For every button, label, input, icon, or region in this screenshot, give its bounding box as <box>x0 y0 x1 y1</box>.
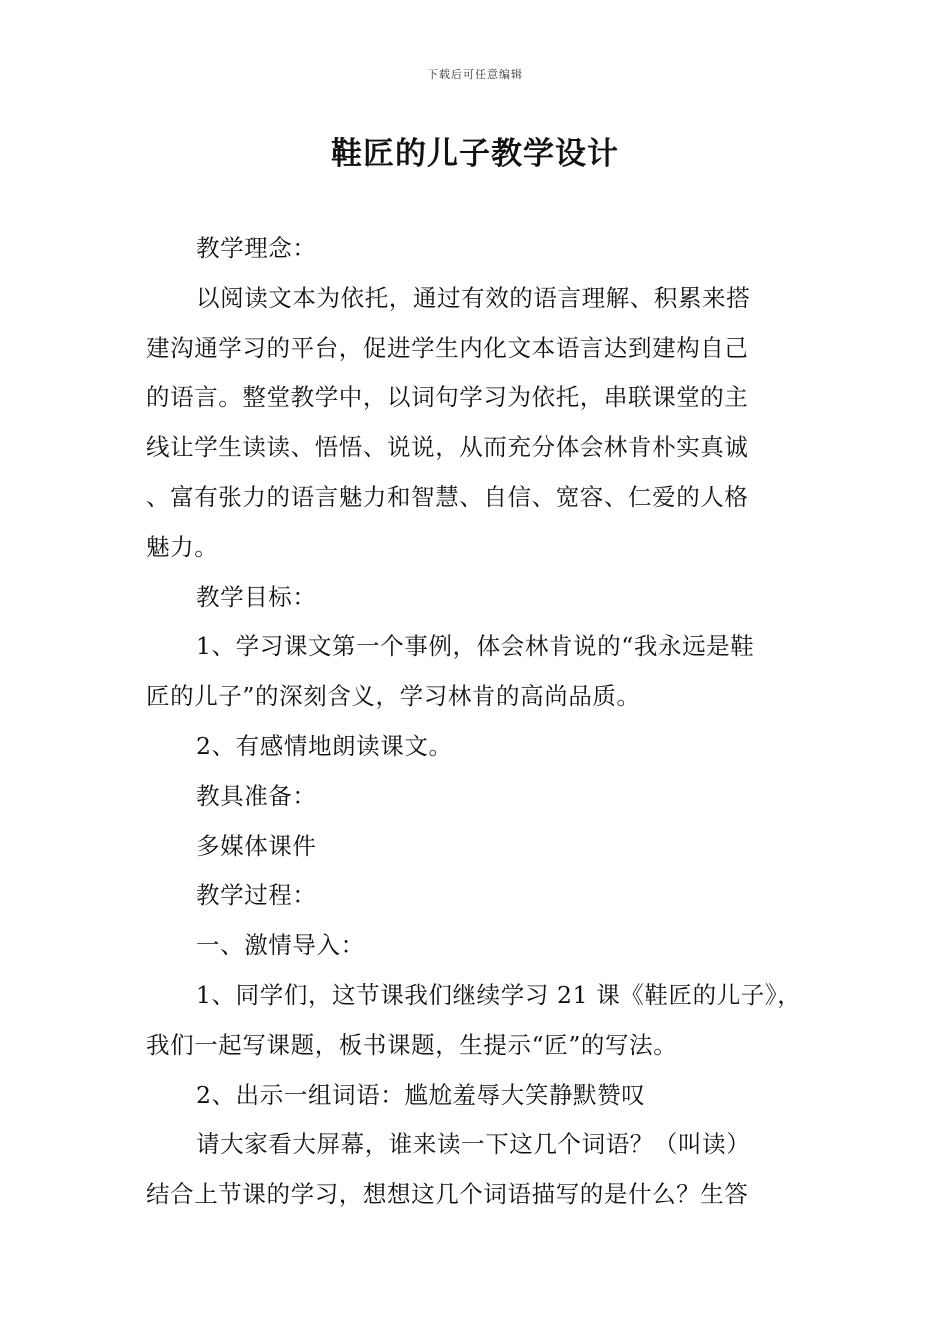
body-line: 教学过程： <box>196 881 317 910</box>
body-line: 2、有感情地朗读课文。 <box>196 731 453 760</box>
body-line: 我们一起写课题，板书课题，生提示“匠”的写法。 <box>146 1030 678 1059</box>
body-line: 1、学习课文第一个事例，体会林肯说的“我永远是鞋 <box>196 632 755 661</box>
body-line: 教学理念： <box>196 234 317 262</box>
body-line: 教学目标： <box>196 582 317 611</box>
body-line: 教具准备： <box>196 781 317 810</box>
body-line: 2、出示一组词语：尴尬羞辱大笑静默赞叹 <box>196 1080 646 1109</box>
document-title: 鞋匠的儿子教学设计 <box>331 136 619 172</box>
body-line: 请大家看大屏幕，谁来读一下这几个词语？（叫读） <box>196 1130 751 1159</box>
body-line: 匠的儿子”的深刻含义，学习林肯的高尚品质。 <box>146 682 641 711</box>
body-line: 以阅读文本为依托，通过有效的语言理解、积累来搭 <box>196 283 751 312</box>
body-line: 1、同学们，这节课我们继续学习 21 课《鞋匠的儿子》， <box>196 980 802 1009</box>
body-line: 线让学生读读、悟悟、说说，从而充分体会林肯朴实真诚 <box>146 433 749 462</box>
body-line: 多媒体课件 <box>196 831 317 860</box>
body-line: 一、激情导入： <box>196 931 365 960</box>
body-line: 、富有张力的语言魅力和智慧、自信、宽容、仁爱的人格 <box>146 482 749 511</box>
document-body <box>146 224 810 1220</box>
body-line: 建沟通学习的平台，促进学生内化文本语言达到建构自己 <box>146 333 749 362</box>
body-line: 魅力。 <box>146 532 219 561</box>
header-note: 下载后可任意编辑 <box>427 68 523 81</box>
body-line: 结合上节课的学习，想想这几个词语描写的是什么？生答 <box>146 1180 749 1209</box>
body-line: 的语言。整堂教学中，以词句学习为依托，串联课堂的主 <box>146 383 749 412</box>
